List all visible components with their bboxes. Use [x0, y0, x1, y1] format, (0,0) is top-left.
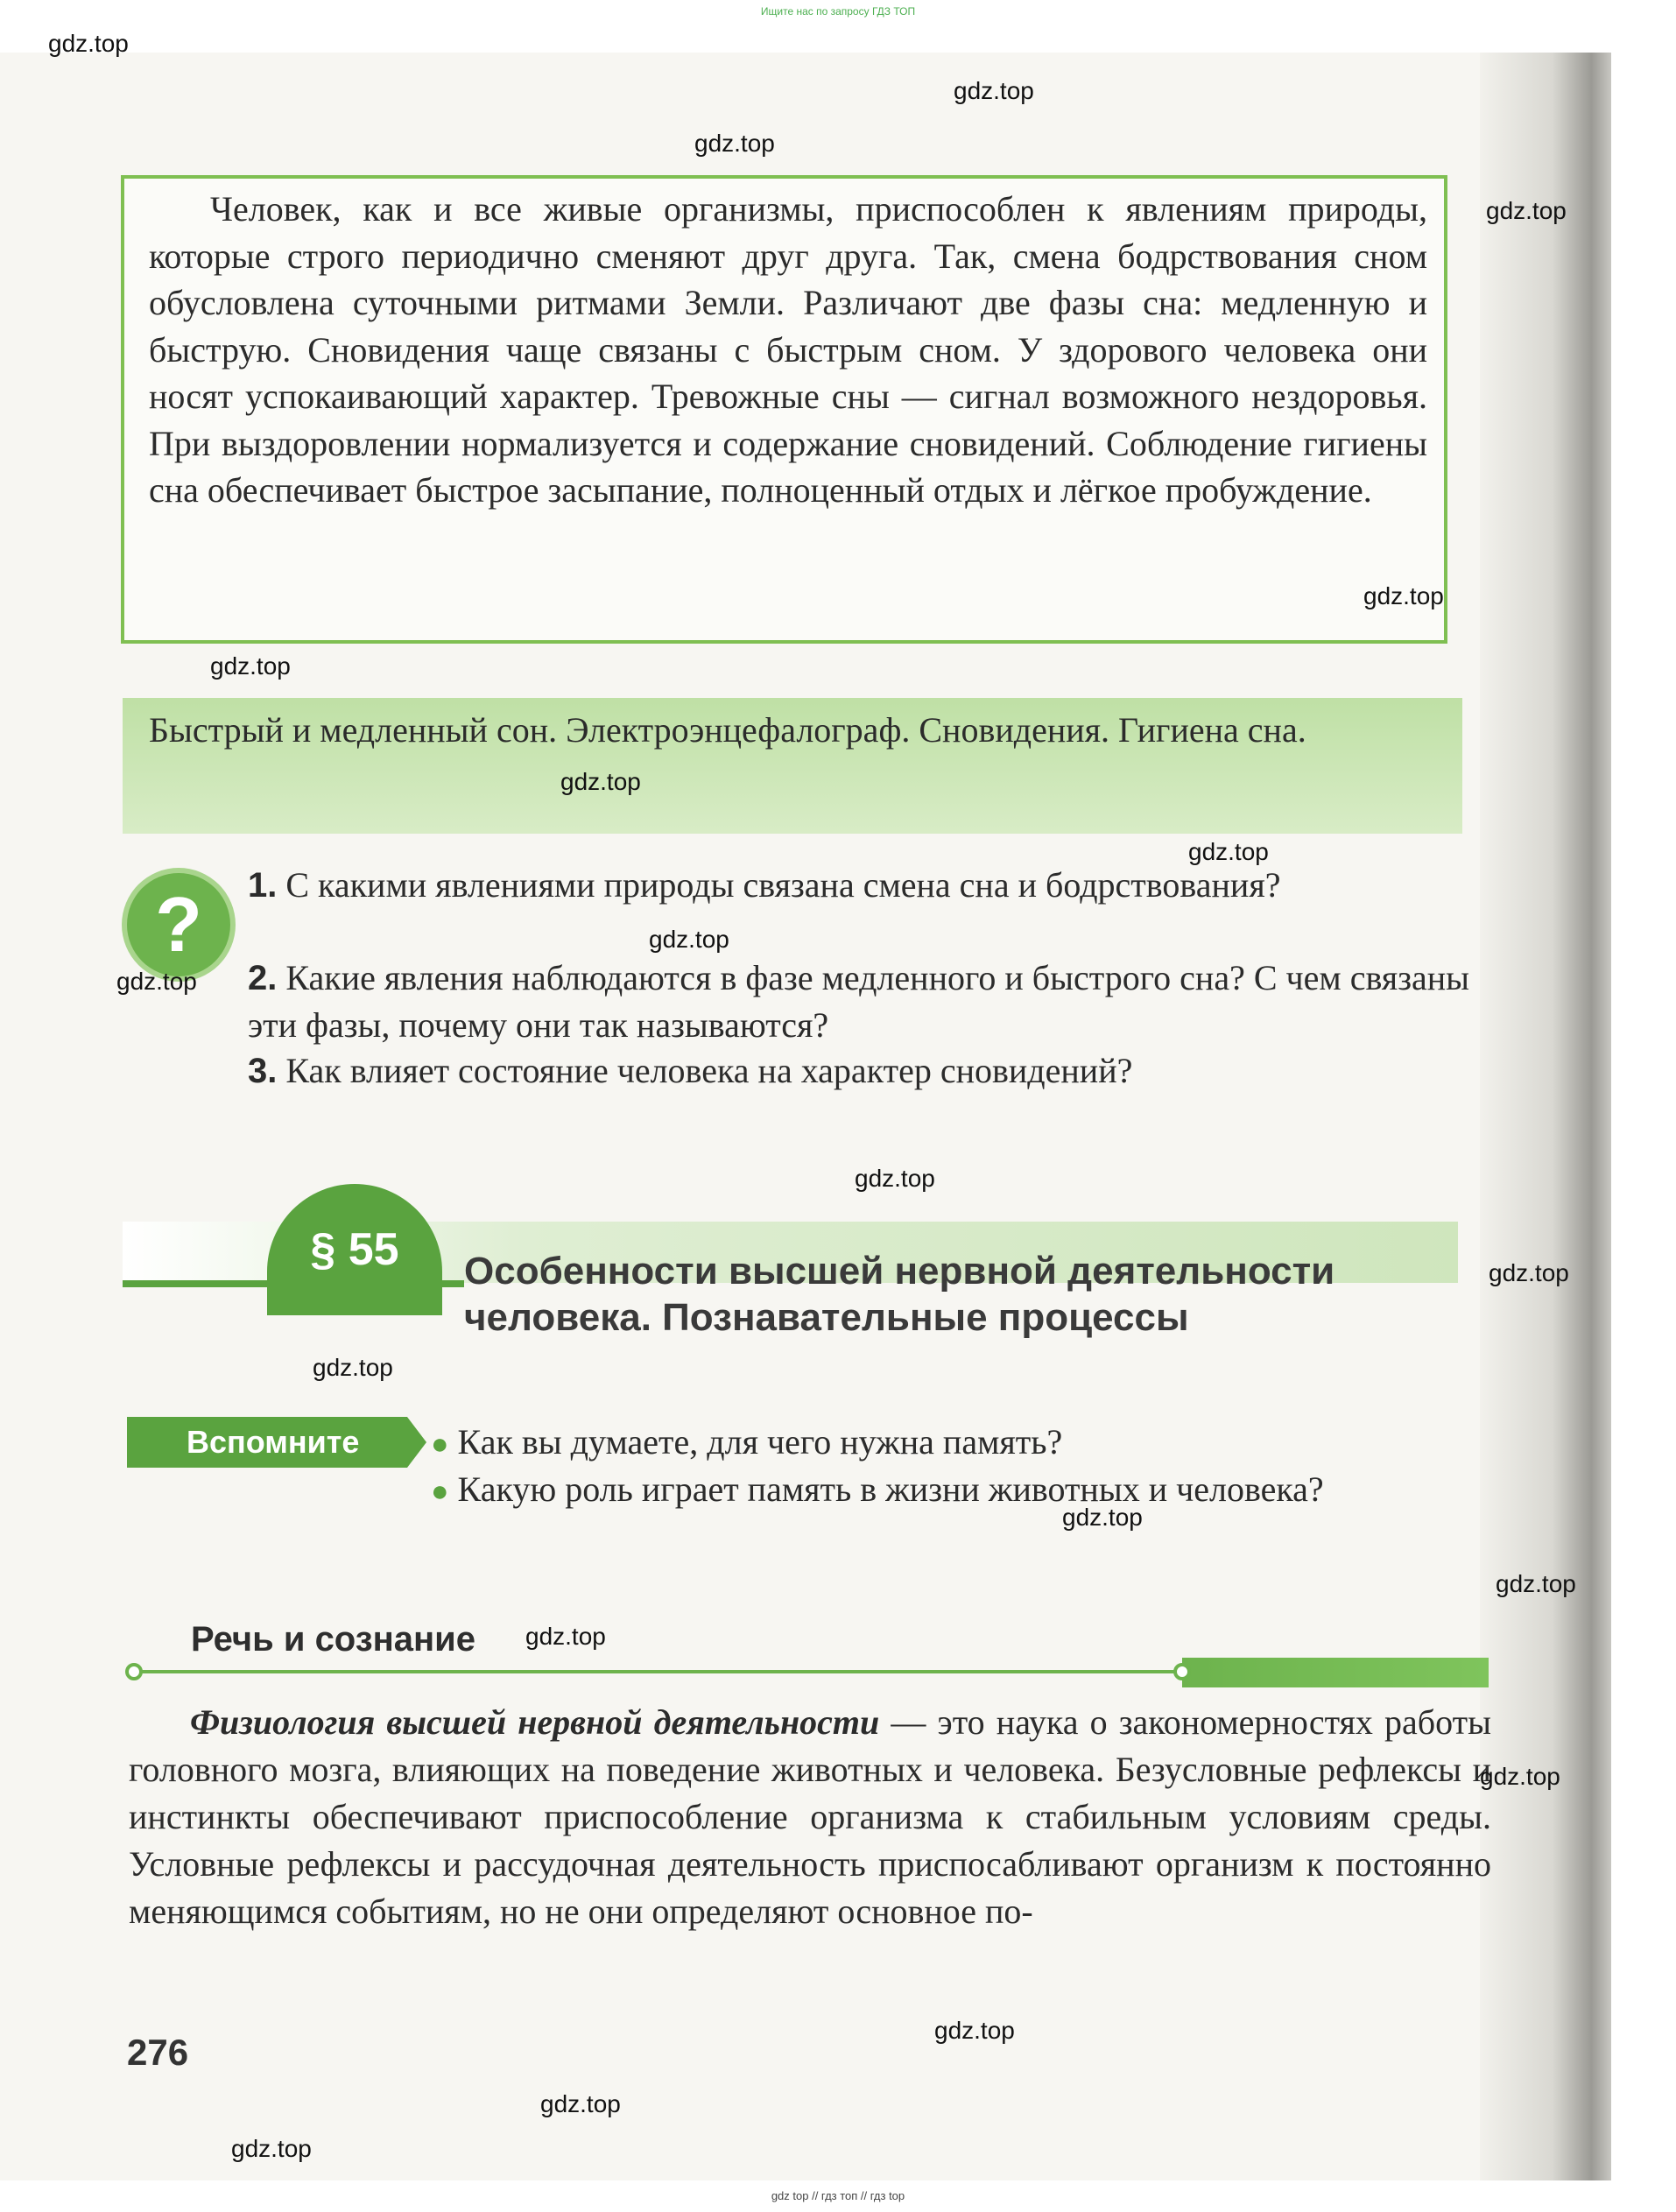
keywords-text: Быстрый и медленный сон. Электроэнцефалограф. Сновидения. Гигиена сна.: [149, 710, 1306, 750]
watermark: gdz.top: [540, 2090, 621, 2117]
watermark: gdz.top: [855, 1165, 935, 1192]
recall-tag: Вспомните: [127, 1417, 407, 1468]
subsection-title: Речь и сознание: [191, 1620, 475, 1659]
watermark: gdz.top: [649, 926, 729, 953]
question-3-text: Как влияет состояние человека на характер сновидений?: [285, 1051, 1133, 1090]
question-3: [248, 1047, 1491, 1095]
watermark: gdz.top: [525, 1623, 606, 1650]
recall-item: [431, 1466, 1532, 1515]
summary-text: Человек, как и все живые организмы, приспособлен к явлениям природы, которые строго периодично сменяют друг друга. Так, смена бодрствования сном обусловлена суточными ритмами Земли. Различают две фазы сна: медленную и быструю. Сновидения чаще связаны с быстрым сном. У здорового человека они носят успокаивающий характер. Тревожные сны — сигнал возможного нездоровья. При выздоровлении нормализуется и содержание сновидений. Соблюдение гигиены сна обеспечивает быстрое засыпание, полноценный отдых и лёгкое пробуждение.: [149, 189, 1427, 510]
bottom-banner: gdz top // гдз топ // гдз top: [771, 2189, 905, 2202]
watermark: gdz.top: [231, 2135, 312, 2162]
watermark: gdz.top: [1496, 1570, 1576, 1597]
watermark: gdz.top: [560, 768, 641, 795]
question-3-number: 3.: [248, 1052, 278, 1090]
page-number: 276: [127, 2032, 189, 2073]
body-paragraph: [129, 1699, 1491, 1935]
question-1-text: С какими явлениями природы связана смена сна и бодрствования?: [285, 865, 1281, 905]
question-2-text: Какие явления наблюдаются в фазе медленного и быстрого сна? С чем связаны эти фазы, почему они так называются?: [248, 958, 1470, 1045]
paragraph-title: Особенности высшей нервной деятельности человека. Познавательные процессы: [464, 1250, 1335, 1339]
watermark: gdz.top: [1188, 838, 1269, 865]
rule-dot-icon: [125, 1663, 143, 1680]
subsection-rule-block: [1182, 1658, 1489, 1687]
bullet-icon: ●: [431, 1428, 449, 1461]
question-mark-icon: ?: [127, 873, 230, 976]
paragraph-badge: § 55: [267, 1184, 442, 1315]
watermark: gdz.top: [694, 130, 775, 157]
question-1: [248, 862, 1491, 909]
page-fold-shadow: [1480, 53, 1611, 2180]
bullet-icon: ●: [431, 1476, 449, 1508]
body-term: Физиология высшей нервной деятельности: [190, 1702, 880, 1742]
question-1-number: 1.: [248, 866, 278, 905]
watermark: gdz.top: [1363, 582, 1444, 609]
question-2-number: 2.: [248, 959, 278, 997]
watermark: gdz.top: [1480, 1763, 1560, 1790]
body-text: — это наука о закономерностях работы головного мозга, влияющих на поведение животных и человека. Безусловные рефлексы и инстинкты обеспечивают приспособление организма к стабильным условиям среды. Условные рефлексы и рассудочная деятельность приспосабливают организм к постоянно меняющимся событиям, но не они определяют основное по-: [129, 1702, 1491, 1931]
recall-item-text: Какую роль играет память в жизни животных и человека?: [457, 1469, 1324, 1509]
watermark: gdz.top: [1489, 1259, 1569, 1286]
rule-dot-icon: [1173, 1663, 1191, 1680]
top-banner: Ищите нас по запросу ГДЗ ТОП: [760, 5, 916, 18]
recall-item: [431, 1419, 1532, 1468]
watermark: gdz.top: [313, 1354, 393, 1381]
watermark: gdz.top: [48, 30, 129, 57]
recall-item-text: Как вы думаете, для чего нужна память?: [457, 1422, 1063, 1462]
watermark: gdz.top: [210, 652, 291, 680]
watermark: gdz.top: [116, 968, 197, 995]
watermark: gdz.top: [1486, 197, 1567, 224]
watermark: gdz.top: [1062, 1504, 1143, 1531]
watermark: gdz.top: [954, 77, 1034, 104]
question-2: [248, 955, 1491, 1048]
watermark: gdz.top: [934, 2017, 1015, 2044]
